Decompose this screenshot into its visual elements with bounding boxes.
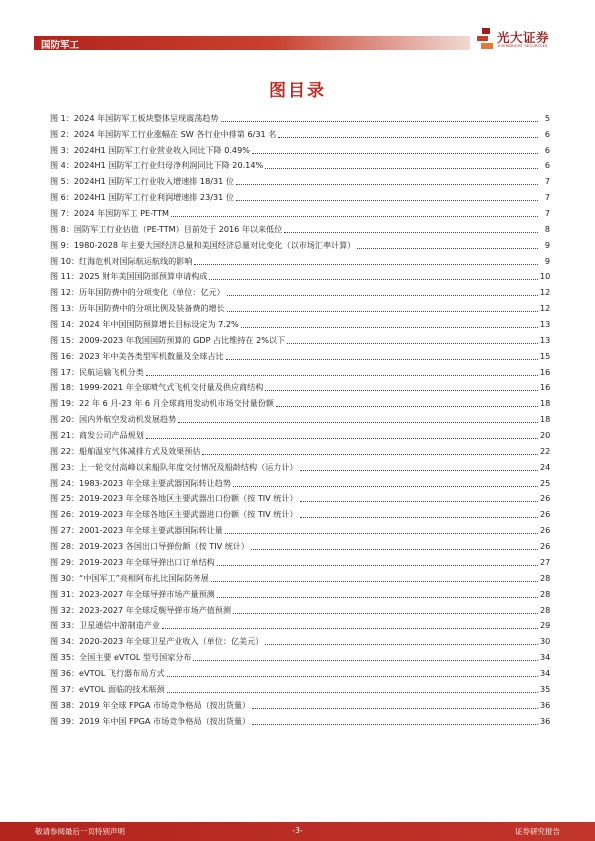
toc-entry-label: 图 36：eVTOL 飞行器布局方式	[50, 667, 165, 678]
toc-entry-label: 图 2：2024 年国防军工行业涨幅在 SW 各行业中排第 6/31 名	[50, 128, 277, 139]
toc-entry[interactable]	[50, 378, 550, 394]
toc-entry-label: 图 3：2024H1 国防军工行业营业收入同比下降 0.49%	[50, 144, 250, 155]
toc-entry-label: 图 15：2009-2023 年我国国防预算的 GDP 占比维持在 2%以下	[50, 334, 286, 345]
toc-entry[interactable]	[50, 663, 550, 679]
toc-entry-label: 图 27：2001-2023 年全球主要武器国际转让量	[50, 525, 223, 536]
brand-logo	[476, 27, 566, 53]
toc-entry-page: 26	[540, 509, 551, 520]
toc-entry-page: 34	[540, 652, 551, 663]
toc-entry[interactable]	[50, 584, 550, 600]
toc-entry[interactable]	[50, 473, 550, 489]
toc-dot-leader	[236, 200, 538, 201]
toc-entry-label: 图 16：2023 年中美各类型军机数量及全球占比	[50, 350, 224, 361]
toc-entry[interactable]	[50, 203, 550, 219]
toc-entry-label: 图 18：1999-2021 年全球喷气式飞机交付量及供应商结构	[50, 382, 264, 393]
toc-entry-page: 13	[540, 319, 551, 330]
toc-entry-label: 图 28：2019-2023 各国出口导弹份额（按 TIV 统计）	[50, 541, 249, 552]
toc-entry-label: 图 22：船舶温室气体减排方式及效果预估	[50, 445, 201, 456]
page-number: -3-	[292, 826, 303, 835]
toc-entry[interactable]	[50, 441, 550, 457]
toc-entry[interactable]	[50, 171, 550, 187]
toc-dot-leader	[276, 406, 538, 407]
toc-entry-page: 28	[540, 572, 551, 583]
toc-entry[interactable]	[50, 695, 550, 711]
page-title: 图目录	[269, 81, 326, 101]
toc-entry-label: 图 21：商发公司产品规划	[50, 430, 144, 441]
toc-entry-label: 图 9：1980-2028 年主要大国经济总量和美国经济总量对比变化（以市场汇率计算）	[50, 239, 356, 250]
toc-dot-leader	[284, 232, 538, 233]
toc-dot-leader	[265, 168, 538, 169]
toc-entry-page: 5	[544, 112, 550, 123]
toc-entry-page: 25	[540, 477, 551, 488]
toc-entry-page: 15	[540, 350, 551, 361]
toc-entry-label: 图 14：2024 年中国国防预算增长目标设定为 7.2%	[50, 319, 239, 330]
toc-entry[interactable]	[50, 267, 550, 283]
toc-entry-page: 8	[544, 223, 550, 234]
toc-entry-page: 26	[540, 525, 551, 536]
toc-entry[interactable]	[50, 631, 550, 647]
toc-dot-leader	[287, 343, 538, 344]
toc-dot-leader	[300, 470, 538, 471]
toc-entry-label: 图 6：2024H1 国防军工行业利润增速排 23/31 位	[50, 192, 234, 203]
toc-dot-leader	[251, 549, 538, 550]
toc-dot-leader	[193, 660, 538, 661]
toc-entry-page: 20	[540, 430, 551, 441]
toc-entry-page: 36	[540, 699, 551, 710]
toc-dot-leader	[178, 422, 538, 423]
toc-dot-leader	[167, 692, 538, 693]
toc-entry-label: 图 20：国内外航空发动机发展趋势	[50, 414, 177, 425]
toc-entry[interactable]	[50, 425, 550, 441]
toc-dot-leader	[217, 597, 538, 598]
toc-entry-page: 7	[544, 176, 550, 187]
toc-entry-label: 图 35：全国主要 eVTOL 型号国家分布	[50, 652, 192, 663]
toc-entry-label: 图 23：上一轮交付高峰以来船队年度交付情况及船龄结构（运力计）	[50, 461, 298, 472]
toc-entry-page: 10	[540, 271, 551, 282]
toc-entry-page: 18	[540, 398, 551, 409]
toc-entry-label: 图 1：2024 年国防军工板块整体呈现震荡趋势	[50, 112, 219, 123]
toc-entry[interactable]	[50, 393, 550, 409]
toc-entry-label: 图 33：卫星通信中游制造产业	[50, 620, 160, 631]
toc-entry-label: 图 11：2025 财年美国国防部预算申请构成	[50, 271, 208, 282]
toc-dot-leader	[252, 708, 538, 709]
toc-entry-label: 图 24：1983-2023 年全球主要武器国际转让趋势	[50, 477, 231, 488]
toc-entry[interactable]	[50, 219, 550, 235]
toc-entry[interactable]	[50, 711, 550, 727]
toc-entry-page: 29	[540, 620, 551, 631]
toc-entry[interactable]	[50, 346, 550, 362]
toc-entry-page: 13	[540, 334, 551, 345]
toc-entry-label: 图 13：历年国防费中的分项比例及装备费的增长	[50, 303, 225, 314]
toc-entry-label: 图 37：eVTOL 面临的技术瓶颈	[50, 683, 165, 694]
toc-entry[interactable]	[50, 504, 550, 520]
toc-dot-leader	[217, 565, 538, 566]
toc-entry-page: 7	[544, 208, 550, 219]
toc-entry-page: 35	[540, 683, 551, 694]
toc-entry-page: 26	[540, 541, 551, 552]
brand-mark-icon	[476, 28, 494, 50]
toc-dot-leader	[209, 279, 538, 280]
toc-entry-page: 6	[544, 128, 550, 139]
toc-entry-page: 22	[540, 445, 551, 456]
toc-entry-label: 图 39：2019 年中国 FPGA 市场竞争格局（按出货量）	[50, 715, 251, 726]
toc-dot-leader	[265, 644, 538, 645]
toc-entry-page: 30	[540, 636, 551, 647]
brand-name-en: EVERBRIGHT SECURITIES	[498, 44, 548, 48]
toc-dot-leader	[167, 676, 538, 677]
toc-entry[interactable]	[50, 108, 550, 124]
toc-entry-label: 图 31：2023-2027 年全球导弹市场产量预测	[50, 588, 215, 599]
toc-entry-page: 28	[540, 604, 551, 615]
toc-entry-label: 图 8：国防军工行业估值（PE-TTM）目前处于 2016 年以来低位	[50, 223, 283, 234]
toc-entry[interactable]	[50, 568, 550, 584]
toc-entry-page: 18	[540, 414, 551, 425]
toc-dot-leader	[162, 628, 538, 629]
toc-entry-page: 27	[540, 556, 551, 567]
toc-entry-page: 6	[544, 160, 550, 171]
toc-entry-page: 16	[540, 382, 551, 393]
toc-entry-page: 9	[544, 255, 550, 266]
toc-dot-leader	[265, 390, 538, 391]
toc-dot-leader	[278, 137, 538, 138]
toc-dot-leader	[300, 517, 538, 518]
toc-entry-label: 图 10：红海危机对国际航运航线的影响	[50, 255, 193, 266]
toc-entry-label: 图 19：22 年 6 月-23 年 6 月全球商用发动机市场交付量份额	[50, 398, 275, 409]
toc-dot-leader	[357, 248, 538, 249]
toc-dot-leader	[236, 184, 538, 185]
toc-entry[interactable]	[50, 140, 550, 156]
toc-entry-label: 图 38：2019 年全球 FPGA 市场竞争格局（按出货量）	[50, 699, 251, 710]
toc-entry-page: 12	[540, 303, 551, 314]
toc-dot-leader	[252, 724, 538, 725]
toc-dot-leader	[146, 375, 538, 376]
footer-disclaimer: 敬请参阅最后一页特别声明	[35, 827, 125, 836]
toc-entry[interactable]	[50, 679, 550, 695]
toc-entry-page: 16	[540, 366, 551, 377]
toc-dot-leader	[227, 311, 538, 312]
toc-entry-label: 图 4：2024H1 国防军工行业归母净利润同比下降 20.14%	[50, 160, 264, 171]
toc-entry-label: 图 30：“中国军工”亮相阿布扎比国际防务展	[50, 572, 209, 583]
toc-entry-label: 图 5：2024H1 国防军工行业收入增速排 18/31 位	[50, 176, 234, 187]
toc-entry-page: 12	[540, 287, 551, 298]
toc-dot-leader	[227, 295, 538, 296]
toc-entry-label: 图 29：2019-2023 年全球导弹出口订单结构	[50, 556, 215, 567]
toc-entry[interactable]	[50, 457, 550, 473]
toc-entry[interactable]	[50, 600, 550, 616]
toc-dot-leader	[252, 153, 538, 154]
toc-dot-leader	[225, 533, 538, 534]
toc-dot-leader	[233, 613, 538, 614]
toc-entry-page: 36	[540, 715, 551, 726]
toc-dot-leader	[171, 216, 538, 217]
toc-entry-label: 图 25：2019-2023 年全球各地区主要武器出口份额（按 TIV 统计）	[50, 493, 298, 504]
toc-dot-leader	[194, 264, 538, 265]
toc-entry-page: 6	[544, 144, 550, 155]
toc-entry[interactable]	[50, 362, 550, 378]
toc-entry[interactable]	[50, 187, 550, 203]
toc-entry-label: 图 7：2024 年国防军工 PE-TTM	[50, 208, 170, 219]
footer-report-type: 证券研究报告	[515, 827, 560, 836]
toc-dot-leader	[241, 327, 538, 328]
toc-entry[interactable]	[50, 298, 550, 314]
toc-entry-page: 28	[540, 588, 551, 599]
toc-entry[interactable]	[50, 156, 550, 172]
toc-dot-leader	[221, 121, 539, 122]
toc-entry-page: 24	[540, 461, 551, 472]
toc-entry[interactable]	[50, 552, 550, 568]
toc-entry-label: 图 26：2019-2023 年全球各地区主要武器进口份额（按 TIV 统计）	[50, 509, 298, 520]
toc-dot-leader	[211, 581, 538, 582]
toc-entry[interactable]	[50, 616, 550, 632]
toc-entry-page: 7	[544, 192, 550, 203]
brand-name-cn: 光大证券	[497, 30, 550, 45]
toc-entry[interactable]	[50, 124, 550, 140]
toc-dot-leader	[146, 438, 538, 439]
toc-entry-label: 图 34：2020-2023 年全球卫星产业收入（单位：亿美元）	[50, 636, 264, 647]
toc-entry-label: 图 17：民航运输飞机分类	[50, 366, 144, 377]
header-section-banner	[34, 36, 470, 50]
toc-entry[interactable]	[50, 536, 550, 552]
toc-entry[interactable]	[50, 314, 550, 330]
toc-entry-page: 9	[544, 239, 550, 250]
toc-entry[interactable]	[50, 489, 550, 505]
header-section-label: 国防军工	[41, 40, 80, 51]
toc-entry[interactable]	[50, 251, 550, 267]
toc-entry[interactable]	[50, 330, 550, 346]
toc-entry-page: 26	[540, 493, 551, 504]
toc-entry[interactable]	[50, 409, 550, 425]
toc-dot-leader	[300, 501, 538, 502]
toc-entry-page: 34	[540, 667, 551, 678]
footer-bar	[0, 822, 595, 841]
toc-entry[interactable]	[50, 282, 550, 298]
toc-dot-leader	[202, 454, 538, 455]
toc-dot-leader	[226, 359, 538, 360]
toc-entry[interactable]	[50, 235, 550, 251]
toc-entry[interactable]	[50, 520, 550, 536]
toc-dot-leader	[233, 486, 538, 487]
toc-entry[interactable]	[50, 647, 550, 663]
figure-list	[50, 108, 550, 727]
toc-entry-label: 图 32：2023-2027 年全球反舰导弹市场产值预测	[50, 604, 231, 615]
toc-entry-label: 图 12：历年国防费中的分项变化（单位：亿元）	[50, 287, 225, 298]
